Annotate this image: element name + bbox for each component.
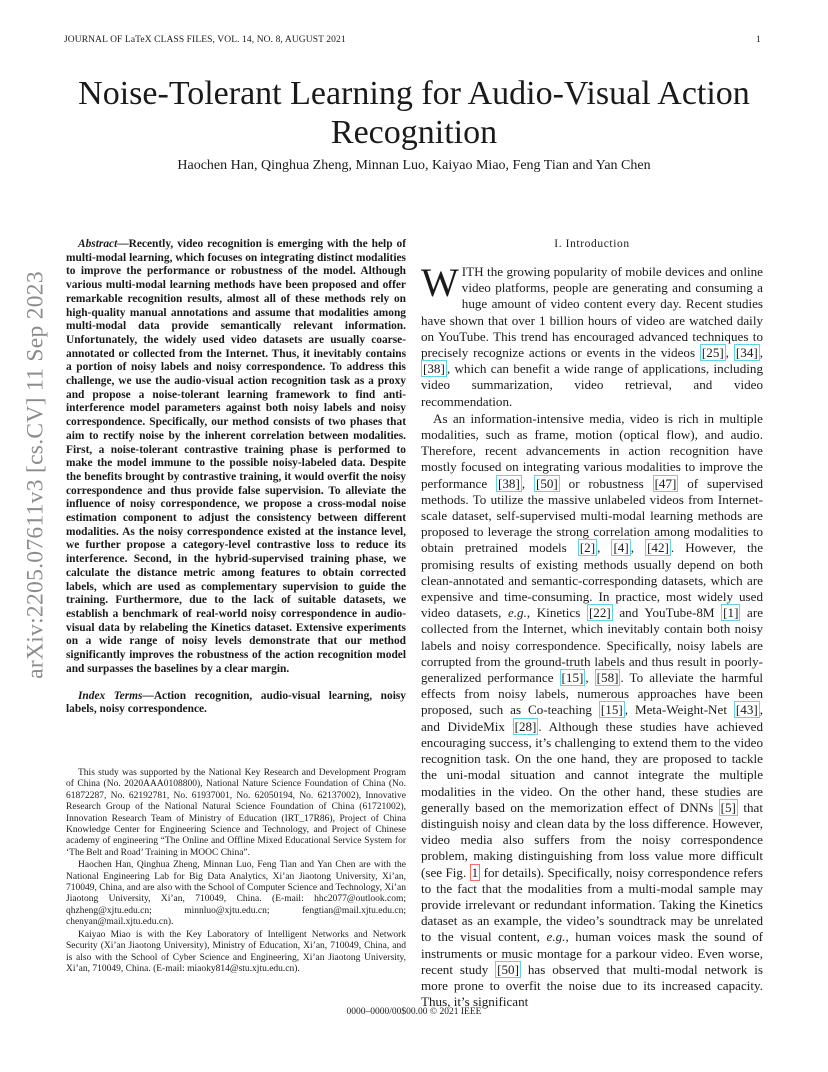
italic-text: e.g.: [507, 605, 527, 621]
footnote-affiliation-miao: Kaiyao Miao is with the Key Laboratory of Intelligent Networks and Network Security (Xi’an Jiaotong University), Ministry of Education, Xi’an, 710049, China, and is also with the School of Cyber Science and Engineering, Xi’an Jiaotong University, Xi’an, 710049, China. (E-mail: miaoky814@stu.xjtu.edu.cn).: [66, 929, 406, 974]
body-text-run: Kinetics: [536, 605, 581, 621]
body-text-run: for details). Specifically, noisy correspondence refers to the fact that the modalities from a multi-modal sample may provide irrelevant or redundant information. Taking the Kinetics dataset as an example, the video’s soundtrack may be unrelated to the visual content,: [421, 864, 763, 945]
index-terms-label: Index Terms: [78, 689, 143, 702]
section-number: I.: [554, 238, 563, 250]
body-text-run: Meta-Weight-Net: [634, 702, 727, 718]
body-text-run: Although these studies have achieved encouraging success, it’s challenging to extend them to the video recognition task. On the one hand, they are proposed to tackle the uni-modal situation and cannot integrate the multiple modalities in the video. On the other hand, these studies are generally based on the memorization effect of DNNs: [421, 718, 764, 815]
page-number: 1: [756, 35, 761, 45]
section-heading: [421, 238, 763, 250]
citation-link[interactable]: [15]: [561, 670, 584, 686]
citation-link[interactable]: [1]: [723, 605, 739, 621]
author-list: Haochen Han, Qinghua Zheng, Minnan Luo, Kaiyao Miao, Feng Tian and Yan Chen: [177, 158, 651, 173]
citation-link[interactable]: [50]: [497, 961, 519, 977]
body-text-run: that distinguish noisy and clean data by the loss difference. However, video media also suffers from the noisy correspondence problem, making distinguishing from loss value more difficult (see Fig.: [421, 799, 763, 880]
citation-link[interactable]: [22]: [588, 605, 611, 621]
body-text-run: are collected from the Internet, which inevitably contain both noisy labels and noisy correspondence. Specifically, noisy labels are corrupted from the ground-truth labels and thus result in poorly-generalized performance: [421, 605, 763, 686]
footnotes: [66, 768, 406, 976]
body-text-run: To alleviate the harmful effects from noisy labels, numerous approaches have been proposed, such as Co-teaching: [421, 670, 764, 718]
body-text-run: As an information-intensive media, video is rich in multiple modalities, such as frame, motion (optical flow), and audio. Therefore, recent advancements in action recognition have mostly focused on integrating various modalities to improve the performance: [421, 410, 763, 491]
footnote-affiliation-main: Haochen Han, Qinghua Zheng, Minnan Luo, Feng Tian and Yan Chen are with the National Engineering Lab for Big Data Analytics, Xi’an Jiaotong University, Xi’an, 710049, China, and are also with the School of Computer Science and Technology, Xi’an Jiaotong University, Xi’an, 710049, China. (E-mail: hhc2077@outlook.com; qhzheng@xjtu.edu.cn; minnluo@xjtu.edu.cn; fengtian@mail.xjtu.edu.cn; chenyan@mail.xjtu.edu.cn).: [66, 860, 406, 928]
arxiv-identifier: arXiv:2205.07611v3 [cs.CV] 11 Sep 2023: [22, 271, 49, 679]
index-terms-text: —Action recognition, audio-visual learning, noisy labels, noisy correspondence.: [66, 689, 406, 716]
body-text-run: and YouTube-8M: [619, 605, 715, 621]
body-text-run: which can benefit a wide range of applications, including video summarization, video retrieval, and video recommendation.: [421, 361, 763, 409]
citation-link[interactable]: [25]: [701, 345, 724, 361]
dropcap: W: [421, 260, 459, 305]
running-header: JOURNAL OF LaTeX CLASS FILES, VOL. 14, NO. 8, AUGUST 2021: [64, 35, 346, 45]
abstract-text: —Recently, video recognition is emerging with the help of multi-modal learning, which focuses on integrating distinct modalities to improve the performance or robustness of the model. Although various multi-modal learning methods have been proposed and offer remarkable recognition results, almost all of these methods rely on high-quality manual annotations and assume that modalities among multi-modal data provide semantically relevant information. Unfortunately, the widely used video datasets are usually coarse-annotated or collected from the Internet. Thus, it inevitably contains a portion of noisy labels and noisy correspondence. To address this challenge, we use the audio-visual action recognition task as a proxy and propose a noise-tolerant learning framework to find anti-interference model parameters against both noisy labels and noisy correspondence. Specifically, our method consists of two phases that aim to rectify noise by the inherent correlation between modalities. First, a noise-tolerant contrastive training phase is performed to make the model immune to the possible noisy-labeled data. Despite the benefits brought by contrastive training, it would overfit the noisy correspondence and thus provide false supervision. To alleviate the influence of noisy correspondence, we propose a cross-modal noise estimation component to adjust the consistency between different modalities. As the noisy correspondence existed at the instance level, we further propose a category-level contrastive loss to reduce its interference. Second, in the hybrid-supervised training phase, we calculate the distance metric among features to obtain corrected labels, which are used as complementary supervision to guide the training. Furthermore, due to the lack of suitable datasets, we establish a benchmark of real-world noisy correspondence in audio-visual data by relabeling the Kinetics dataset. Extensive experiments on a wide range of noisy levels demonstrate that our method significantly improves the robustness of the action recognition model and surpasses the baselines by a clear margin.: [66, 238, 406, 675]
abstract: [66, 238, 406, 677]
citation-link[interactable]: [34]: [735, 345, 758, 361]
citation-link[interactable]: [42]: [647, 540, 669, 556]
body-text-run: However, the promising results of existing methods usually depend on both clean-annotated and semantic-corresponding datasets, which are expensive and time-consuming. In practice, most widely used video datasets,: [421, 540, 764, 621]
body-text-run: or robustness: [568, 475, 644, 491]
right-column: [421, 238, 763, 1010]
citation-link[interactable]: [38]: [498, 475, 520, 491]
body-text-run: and DivideMix: [421, 718, 505, 734]
body-text-run: human voices mask the sound of instruments or music montage for a parkour video. Even worse, recent study: [421, 929, 764, 977]
figure-reference-link[interactable]: 1: [471, 864, 479, 880]
body-text-run: has observed that multi-modal network is more prone to overfit the noise due to its increased capacity. Thus, it’s significant: [421, 961, 763, 1010]
footnote-funding: This study was supported by the National Key Research and Development Program of China (No. 2020AAA0108800), National Nature Science Foundation of China (No. 61872287, No. 62192781, No. 61937001, No. 62050194, No. 62137002), Innovative Research Group of the National Natural Science Foundation of China (61721002), Innovation Research Team of Ministry of Education (IRT_17R86), Project of China Knowledge Center for Engineering Science and Technology, and Project of Chinese academy of engineering “The Online and Offline Mixed Educational Service System for ‘The Belt and Road’ Training in MOOC China”.: [66, 768, 406, 858]
paper-title: Noise-Tolerant Learning for Audio-Visual Action Recognition: [78, 75, 750, 151]
body-text-run: of supervised methods. To utilize the massive unlabeled videos from Internet-scale dataset, self-supervised multi-modal learning methods are proposed to leverage the strong correlation among modalities to obtain pretrained models: [421, 475, 764, 556]
body-text-run: ITH the growing popularity of mobile devices and online video platforms, people are generating and consuming a huge amount of video content every day. Recent studies have shown that over 1 billion hours of video are watched daily on YouTube. This trend has encouraged advanced techniques to precisely recognize actions or events in the videos: [421, 264, 763, 361]
italic-text: e.g.: [546, 929, 566, 945]
copyright-line: 0000–0000/00$00.00 © 2021 IEEE: [346, 1007, 482, 1017]
left-column: [66, 238, 406, 728]
abstract-label: Abstract: [78, 238, 118, 250]
index-terms: [66, 690, 406, 717]
citation-link[interactable]: [38]: [423, 361, 445, 377]
citation-link[interactable]: [47]: [654, 475, 677, 491]
citation-link[interactable]: [50]: [535, 475, 558, 491]
citation-link[interactable]: [15]: [600, 702, 623, 718]
intro-paragraph-1: WITH the growing popularity of mobile devices and online video platforms, people are generating and consuming a huge amount of video content every day. Recent studies have shown that over 1 billion hours of video are watched daily on YouTube. This trend has encouraged advanced techniques to precisely recognize actions or events in the videos [25] , [34] , [38] , which can benefit a wide range of applications, including video summarization, video retrieval, and video recommendation.: [421, 260, 764, 409]
section-title: Introduction: [565, 238, 630, 250]
citation-link[interactable]: [4]: [613, 540, 629, 556]
citation-link[interactable]: [28]: [514, 718, 537, 734]
citation-link[interactable]: [5]: [720, 799, 736, 815]
citation-link[interactable]: [58]: [596, 670, 619, 686]
intro-paragraph-2: As an information-intensive media, video is rich in multiple modalities, such as frame, motion (optical flow), and audio. Therefore, recent advancements in action recognition have mostly focused on integrating various modalities to improve the performance [38] , [50] or robustness [47] of supervised methods. To utilize the massive unlabeled videos from Internet-scale dataset, self-supervised multi-modal learning methods are proposed to leverage the strong correlation among modalities to obtain pretrained models [2] , [4] , [42] . However, the promising results of existing methods usually depend on both clean-annotated and semantic-corresponding datasets, which are expensive and time-consuming. In practice, most widely used video datasets, e.g., Kinetics [22] and YouTube-8M [1] are collected from the Internet, which inevitably contain both noisy labels and noisy correspondence. Specifically, noisy labels are corrupted from the ground-truth labels and thus result in poorly-generalized performance [15] , [58] . To alleviate the harmful effects from noisy labels, numerous approaches have been proposed, such as Co-teaching [15] , Meta-Weight-Net [43] , and DivideMix [28] . Although these studies have achieved encouraging success, it’s challenging to extend them to the video recognition task. On the one hand, they are proposed to tackle the uni-modal situation and cannot integrate the multiple modalities in the video. On the other hand, these studies are generally based on the memorization effect of DNNs [5] that distinguish noisy and clean data by the loss difference. However, video media also suffers from the noisy correspondence problem, making distinguishing from loss value more difficult (see Fig. 1 for details). Specifically, noisy correspondence refers to the fact that the modalities from a multi-modal sample may provide irrelevant or redundant information. Taking the Kinetics dataset as an example, the video’s soundtrack may be unrelated to the visual content, e.g., human voices mask the sound of instruments or music montage for a parkour video. Even worse, recent study [50] has observed that multi-modal network is more prone to overfit the noise due to its increased capacity. Thus, it’s significant: [421, 410, 764, 1010]
citation-link[interactable]: [2]: [579, 540, 596, 556]
citation-link[interactable]: [43]: [735, 702, 758, 718]
